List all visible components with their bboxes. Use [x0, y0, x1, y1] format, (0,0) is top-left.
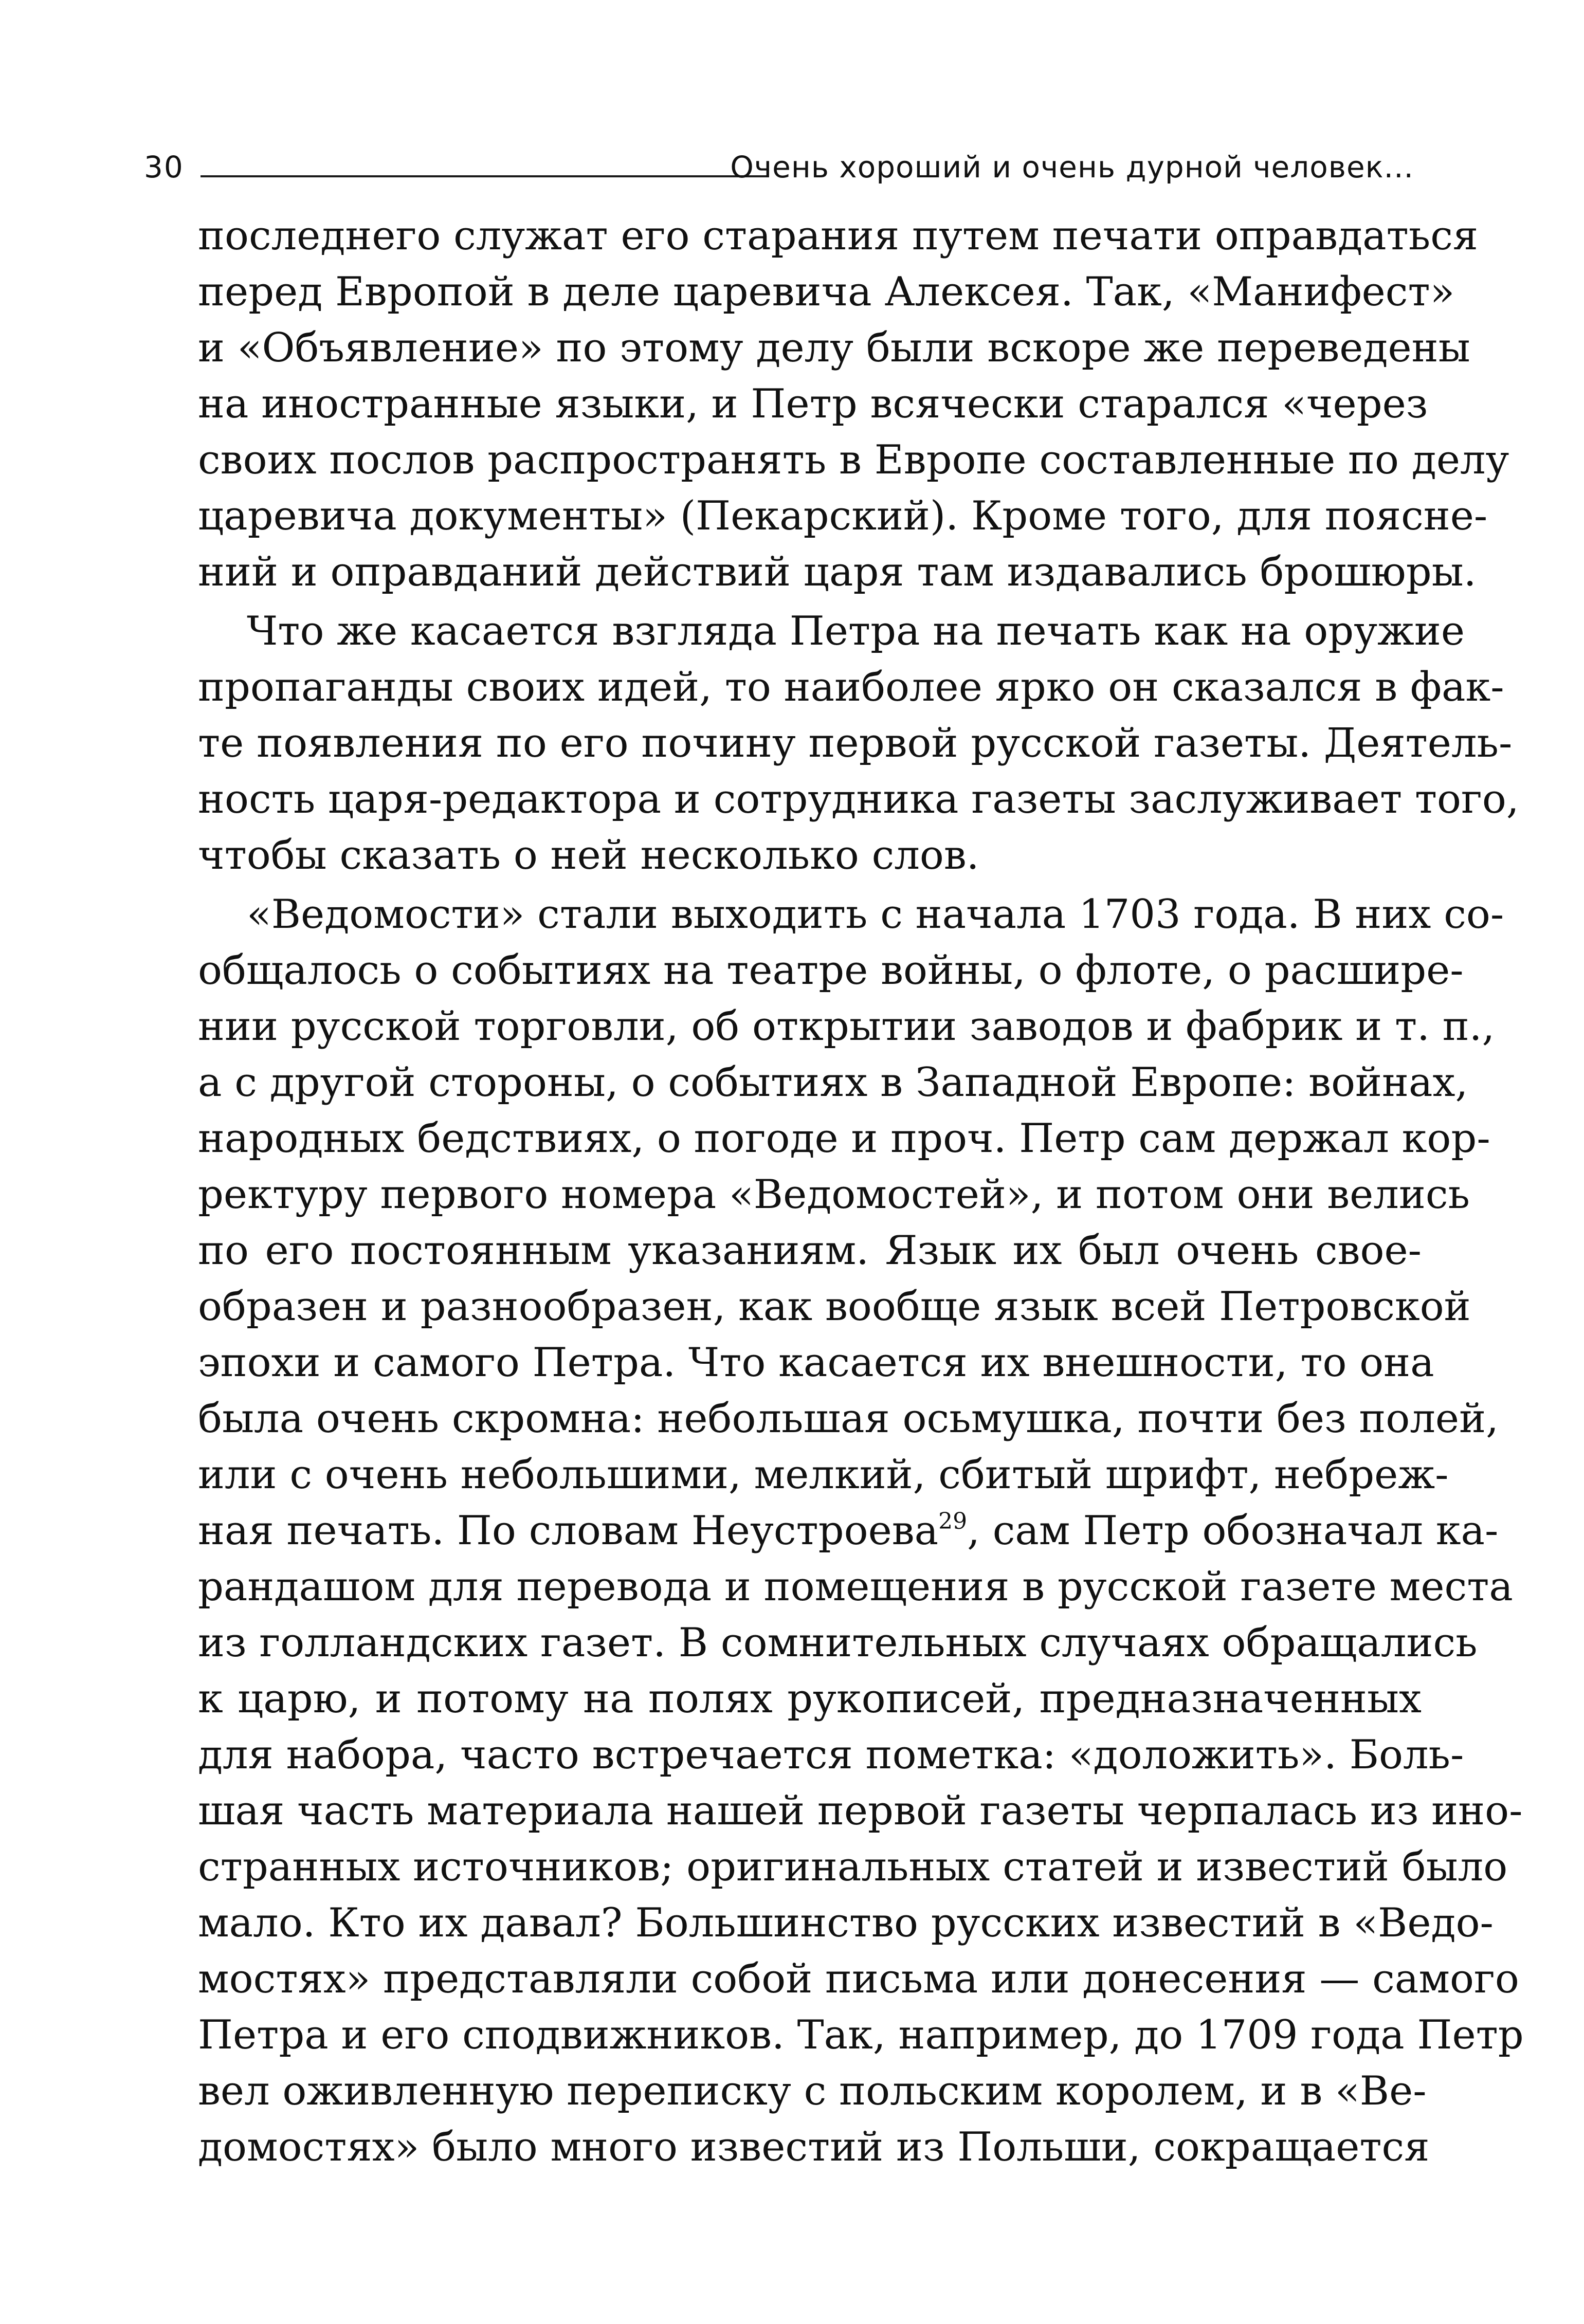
- text-line: пропаганды своих идей, то наиболее ярко он сказался в фак-: [198, 664, 1504, 710]
- running-title: Очень хороший и очень дурной человек...: [730, 150, 1414, 185]
- text-line: или с очень небольшими, мелкий, сбитый шрифт, небреж-: [198, 1452, 1449, 1498]
- text-line: и «Объявление» по этому делу были вскоре же переведены: [198, 325, 1470, 371]
- text-line: эпохи и самого Петра. Что касается их внешности, то она: [198, 1340, 1434, 1386]
- text-line: для набора, часто встречается пометка: «доложить». Боль-: [198, 1732, 1464, 1778]
- text-line: [198, 1503, 1499, 1559]
- text-line: вел оживленную переписку с польским королем, и в «Ве-: [198, 2068, 1427, 2114]
- text-line: мостях» представляли собой письма или донесения — самого: [198, 1956, 1519, 2002]
- text-line: странных источников; оригинальных статей и известий было: [198, 1844, 1508, 1890]
- text-line: Петра и его сподвижников. Так, например, до 1709 года Петр: [198, 2012, 1524, 2058]
- text-line: из голландских газет. В сомнительных случаях обращались: [198, 1620, 1478, 1666]
- text-segment: , сам Петр обозначал ка-: [967, 1508, 1499, 1554]
- text-line: на иностранные языки, и Петр всячески старался «через: [198, 381, 1428, 427]
- text-line: а с другой стороны, о событиях в Западной Европе: войнах,: [198, 1059, 1468, 1106]
- body-text: [198, 208, 1524, 2175]
- text-line: по его постоянным указаниям. Язык их был очень свое-: [198, 1228, 1422, 1274]
- text-line: те появления по его почину первой русской газеты. Деятель-: [198, 720, 1513, 766]
- text-line: своих послов распространять в Европе составленные по делу: [198, 437, 1509, 483]
- text-line: шая часть материала нашей первой газеты черпалась из ино-: [198, 1788, 1523, 1834]
- text-line: Что же касается взгляда Петра на печать как на оружие: [247, 608, 1465, 654]
- text-line: к царю, и потому на полях рукописей, предназначенных: [198, 1676, 1422, 1722]
- text-line: рандашом для перевода и помещения в русской газете места: [198, 1564, 1513, 1610]
- text-line: мало. Кто их давал? Большинство русских известий в «Ведо-: [198, 1900, 1494, 1946]
- text-line: последнего служат его старания путем печати оправдаться: [198, 213, 1479, 259]
- text-line: нии русской торговли, об открытии заводов и фабрик и т. п.,: [198, 1003, 1495, 1050]
- text-segment: ная печать. По словам Неустроева: [198, 1508, 939, 1554]
- footnote-marker: 29: [938, 1508, 968, 1534]
- text-line: была очень скромна: небольшая осьмушка, почти без полей,: [198, 1396, 1499, 1442]
- text-line: общалось о событиях на театре войны, о флоте, о расшире-: [198, 947, 1464, 994]
- text-line: чтобы сказать о ней несколько слов.: [198, 832, 979, 879]
- text-line: ность царя-редактора и сотрудника газеты заслуживает того,: [198, 776, 1519, 822]
- text-line: ний и оправданий действий царя там издавались брошюры.: [198, 549, 1477, 595]
- running-head: [144, 147, 1414, 188]
- text-line: перед Европой в деле царевича Алексея. Так, «Манифест»: [198, 269, 1455, 315]
- text-line: «Ведомости» стали выходить с начала 1703 года. В них со-: [247, 891, 1504, 938]
- header-rule: [201, 175, 769, 177]
- text-line: народных бедствиях, о погоде и проч. Петр сам держал кор-: [198, 1115, 1490, 1162]
- text-line: царевича документы» (Пекарский). Кроме того, для поясне-: [198, 493, 1488, 539]
- page-number: 30: [144, 150, 184, 185]
- text-line: домостях» было много известий из Польши, сокращается: [198, 2124, 1430, 2170]
- text-line: ректуру первого номера «Ведомостей», и потом они велись: [198, 1172, 1470, 1218]
- text-line: образен и разнообразен, как вообще язык всей Петровской: [198, 1284, 1471, 1330]
